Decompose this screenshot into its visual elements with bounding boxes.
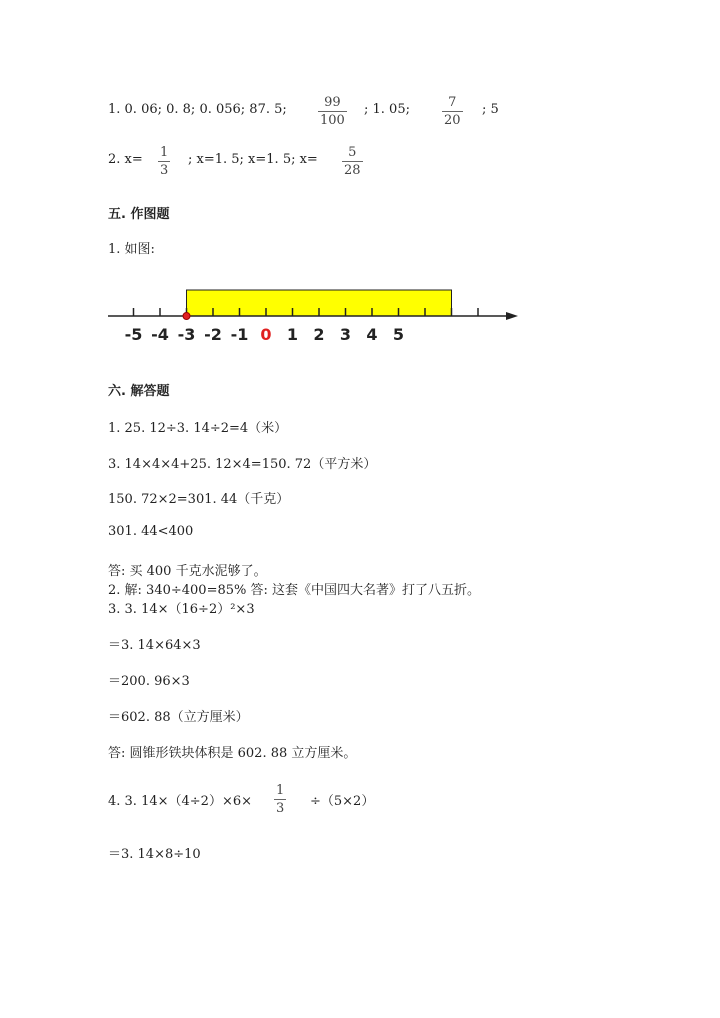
fraction-numerator: 1: [276, 783, 285, 798]
fraction-1-3: [158, 145, 170, 178]
number-line-label: 4: [366, 325, 378, 344]
number-line-label: 1: [286, 325, 299, 344]
answer-line-1: [108, 102, 287, 117]
fraction-denominator: 3: [160, 163, 169, 178]
solution-line: 150. 72×2=301. 44（千克）: [108, 492, 290, 507]
number-line-label: -3: [177, 325, 196, 344]
answer-line-2-prefix: 2. x=: [108, 152, 143, 167]
fraction-numerator: 1: [160, 145, 169, 160]
number-line-label: 5: [392, 325, 405, 344]
solution-line: 301. 44<400: [108, 524, 194, 539]
fraction-numerator: 7: [448, 95, 457, 110]
number-line-label: 3: [339, 325, 352, 344]
answer-line-1-prefix: 1. 0. 06; 0. 8; 0. 056; 87. 5;: [108, 102, 287, 117]
solution-line: ＝200. 96×3: [108, 674, 190, 689]
solution-line: ＝602. 88（立方厘米）: [108, 710, 249, 725]
answer-statement: 答: 圆锥形铁块体积是 602. 88 立方厘米。: [108, 746, 357, 761]
number-line-label: -2: [204, 325, 222, 344]
fraction-99-100: [318, 95, 347, 128]
number-line-figure: [100, 280, 530, 350]
number-line-start-point: [183, 313, 190, 320]
fraction-denominator: 100: [320, 113, 345, 128]
fraction-numerator: 5: [348, 145, 357, 160]
solution-line-4-prefix: 4. 3. 14×（4÷2）×6×: [108, 794, 252, 809]
section-5-heading: 五. 作图题: [108, 207, 170, 222]
solution-line: 1. 25. 12÷3. 14÷2=4（米）: [108, 421, 288, 436]
answer-line-2-mid: ; x=1. 5; x=1. 5; x=: [188, 152, 318, 167]
solution-line: ＝3. 14×8÷10: [108, 847, 201, 862]
answer-line-1-suffix: ; 5: [482, 102, 499, 117]
fraction-denominator: 20: [444, 113, 461, 128]
solution-line: 3. 14×4×4+25. 12×4=150. 72（平方米）: [108, 457, 377, 472]
number-line-arrow-icon: [506, 312, 518, 320]
section-5-item-1: 1. 如图:: [108, 242, 155, 257]
solution-line: ＝3. 14×64×3: [108, 638, 201, 653]
solution-line-4-suffix: ÷（5×2）: [310, 794, 375, 809]
answer-statement: 答: 买 400 千克水泥够了。: [108, 564, 267, 579]
number-line-label: 0: [260, 325, 272, 344]
fraction-denominator: 28: [344, 163, 361, 178]
number-line-label: 2: [313, 325, 325, 344]
number-line-label: -1: [230, 325, 249, 344]
fraction-5-28: [342, 145, 363, 178]
section-6-heading: 六. 解答题: [108, 384, 170, 399]
fraction-denominator: 3: [276, 801, 285, 816]
solution-line: 2. 解: 340÷400=85% 答: 这套《中国四大名著》打了八五折。: [108, 583, 480, 598]
number-line-label: -4: [151, 325, 169, 344]
fraction-numerator: 99: [324, 95, 341, 110]
solution-line: 3. 3. 14×（16÷2）²×3: [108, 602, 255, 617]
number-line-label: -5: [124, 325, 143, 344]
fraction-7-20: [442, 95, 463, 128]
fraction-1-3: [274, 783, 286, 816]
answer-line-1-mid: ; 1. 05;: [364, 102, 410, 117]
